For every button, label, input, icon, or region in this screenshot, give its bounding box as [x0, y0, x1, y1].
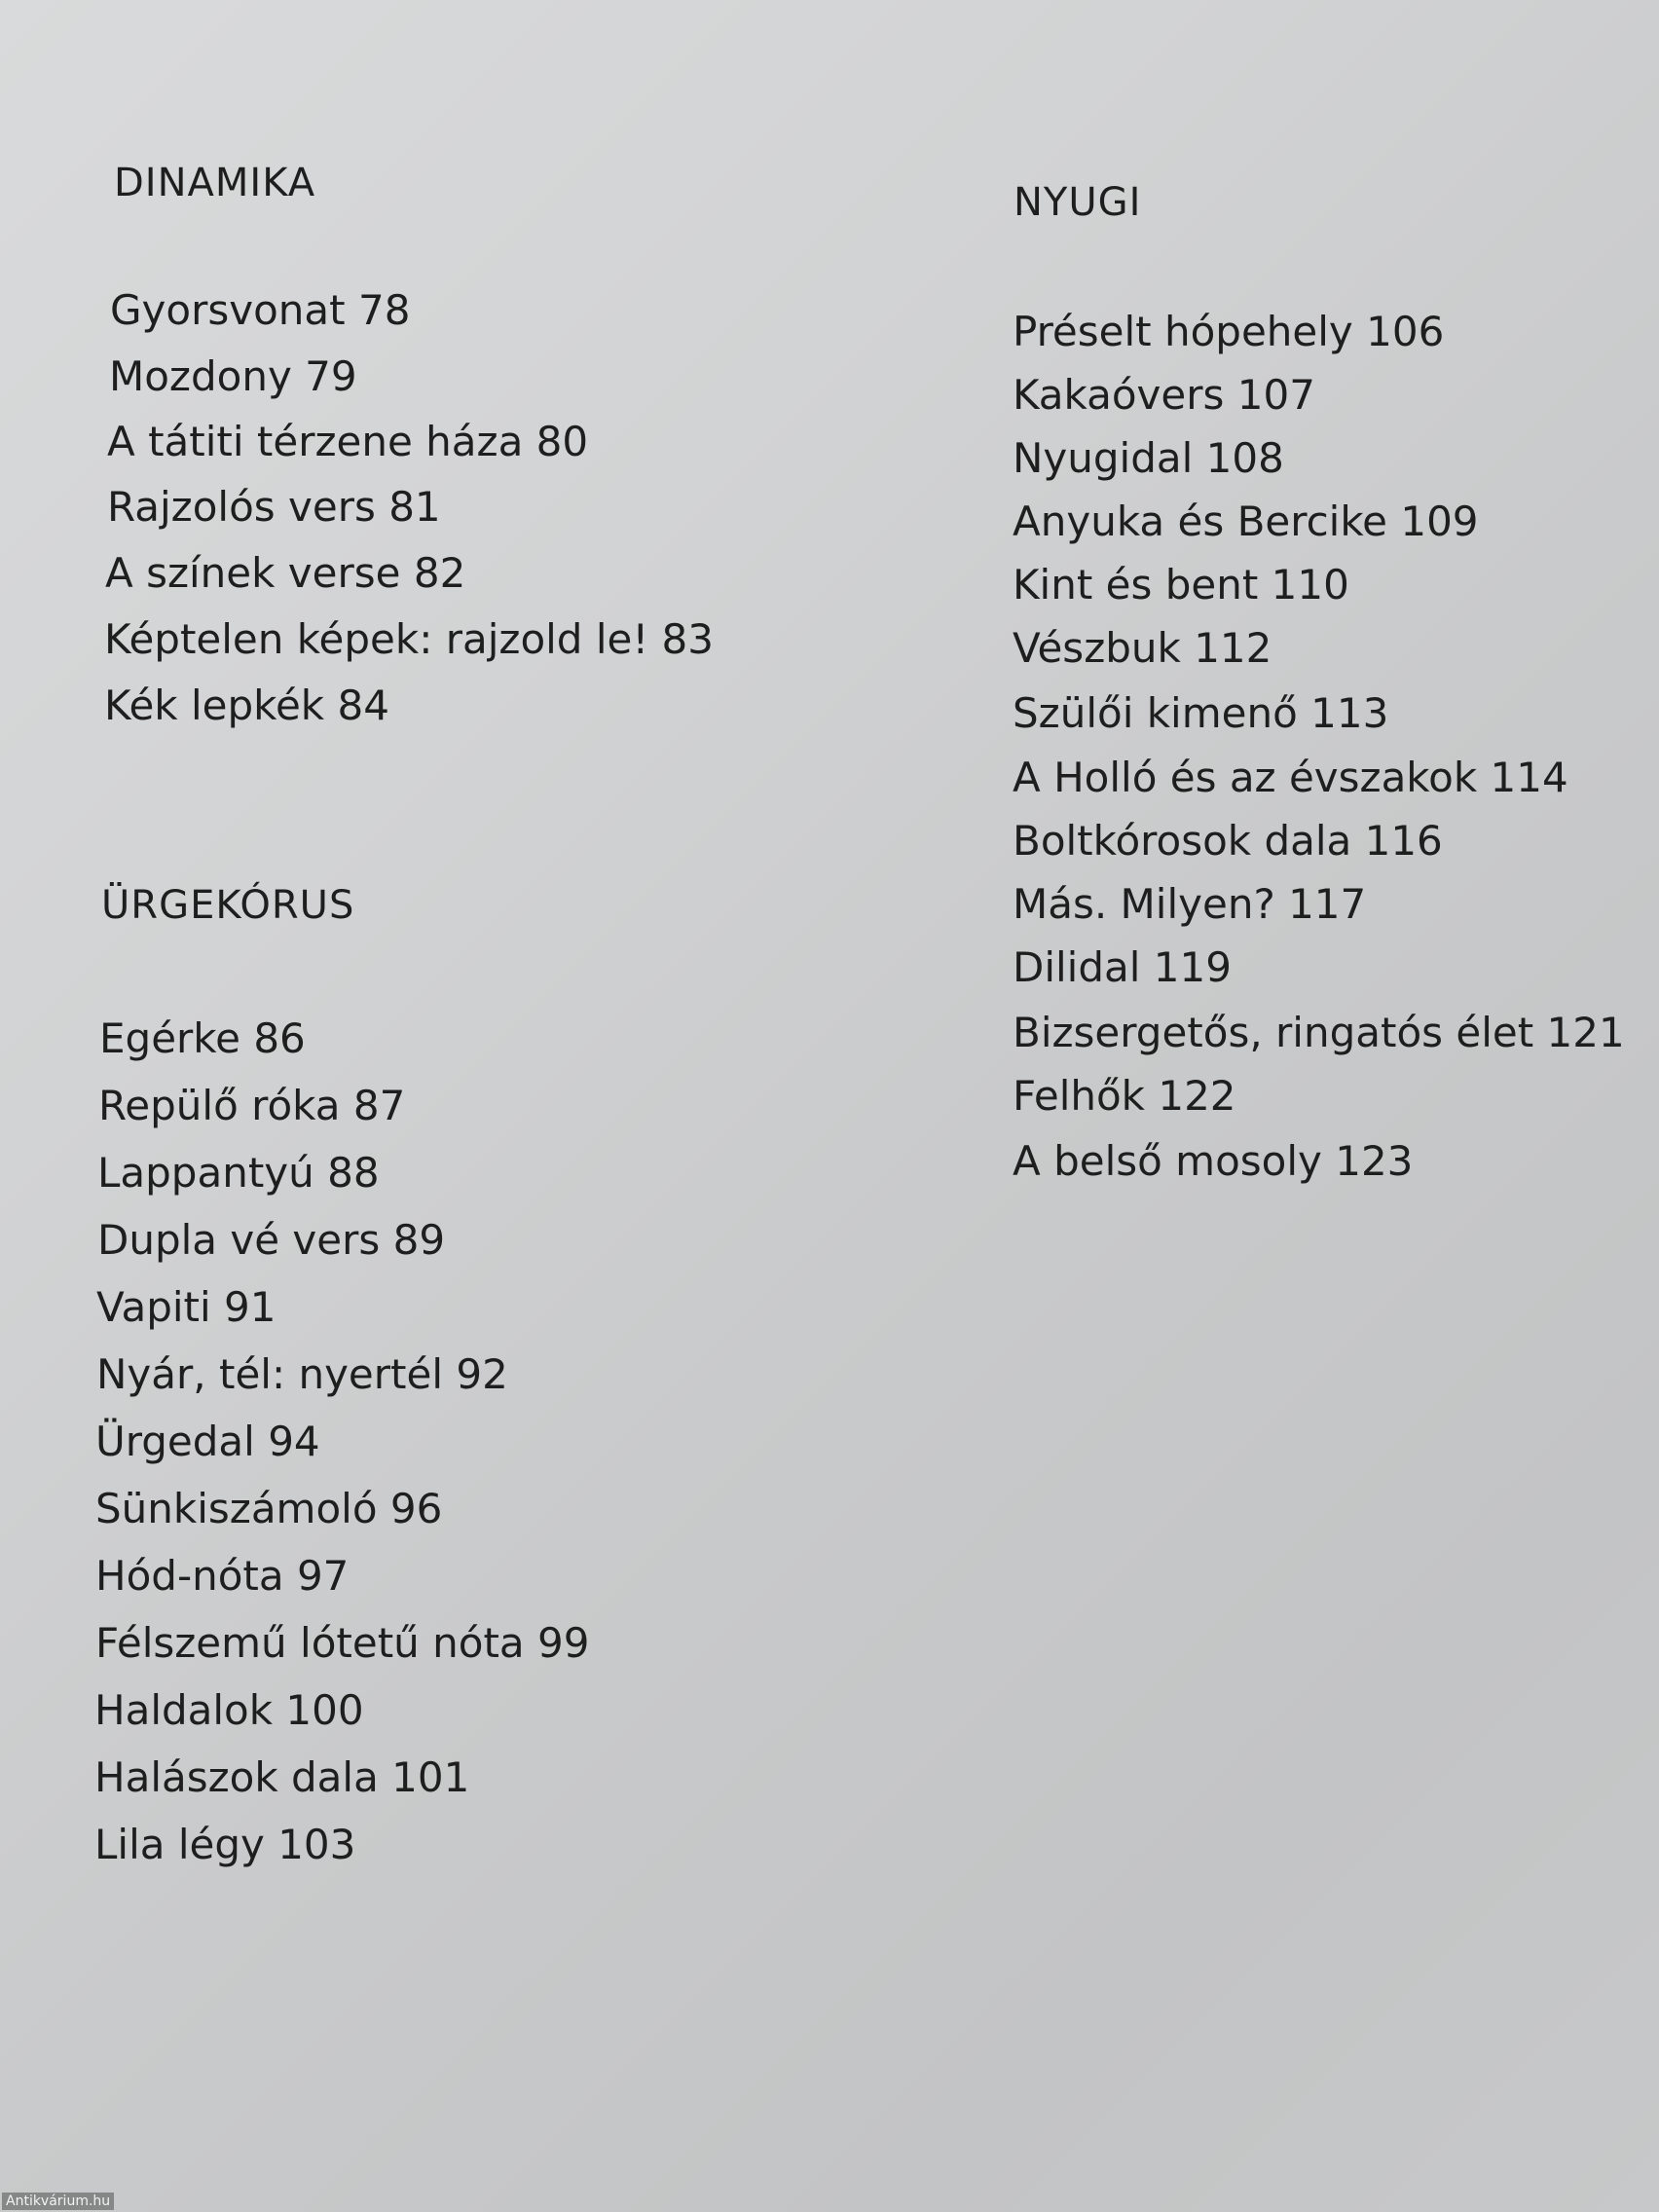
toc-entry: Hód-nóta 97: [95, 1552, 350, 1600]
toc-entry: Vészbuk 112: [1013, 624, 1272, 672]
toc-entry: Ürgedal 94: [95, 1418, 320, 1465]
watermark: Antikvárium.hu: [2, 2193, 114, 2210]
section-title-urgekorus: ÜRGEKÓRUS: [101, 883, 355, 928]
toc-entry: Kék lepkék 84: [104, 682, 389, 729]
toc-entry: Félszemű lótetű nóta 99: [95, 1619, 590, 1667]
toc-entry: Halászok dala 101: [94, 1753, 470, 1801]
toc-entry: Repülő róka 87: [98, 1082, 406, 1129]
toc-entry: Haldalok 100: [94, 1686, 364, 1734]
toc-entry: Egérke 86: [99, 1014, 306, 1062]
toc-entry: A belső mosoly 123: [1013, 1137, 1414, 1185]
toc-entry: Nyár, tél: nyertél 92: [96, 1350, 508, 1398]
toc-entry: Dupla vé vers 89: [97, 1216, 446, 1264]
toc-entry: Lappantyú 88: [97, 1149, 380, 1197]
toc-entry: Gyorsvonat 78: [110, 286, 411, 334]
toc-entry: Bizsergetős, ringatós élet 121: [1013, 1009, 1625, 1056]
toc-entry: Dilidal 119: [1013, 943, 1232, 991]
toc-entry: Képtelen képek: rajzold le! 83: [104, 615, 714, 663]
toc-entry: Nyugidal 108: [1013, 434, 1284, 482]
section-title-nyugi: NYUGI: [1014, 180, 1142, 225]
toc-entry: Préselt hópehely 106: [1013, 308, 1445, 355]
toc-entry: A Holló és az évszakok 114: [1013, 754, 1568, 801]
toc-entry: Felhők 122: [1013, 1072, 1236, 1120]
toc-entry: Rajzolós vers 81: [107, 483, 441, 531]
toc-entry: A színek verse 82: [105, 549, 466, 597]
toc-entry: Anyuka és Bercike 109: [1013, 498, 1479, 545]
toc-entry: Más. Milyen? 117: [1013, 880, 1367, 928]
toc-entry: Kint és bent 110: [1013, 561, 1349, 608]
section-title-dinamika: DINAMIKA: [114, 161, 316, 205]
toc-entry: Lila légy 103: [94, 1821, 356, 1868]
toc-entry: Szülői kimenő 113: [1013, 689, 1389, 737]
toc-entry: A tátiti térzene háza 80: [107, 418, 589, 465]
toc-entry: Kakaóvers 107: [1013, 371, 1315, 419]
toc-entry: Sünkiszámoló 96: [95, 1485, 443, 1532]
toc-entry: Mozdony 79: [109, 352, 357, 400]
toc-entry: Vapiti 91: [96, 1283, 276, 1331]
toc-entry: Boltkórosok dala 116: [1013, 817, 1443, 865]
